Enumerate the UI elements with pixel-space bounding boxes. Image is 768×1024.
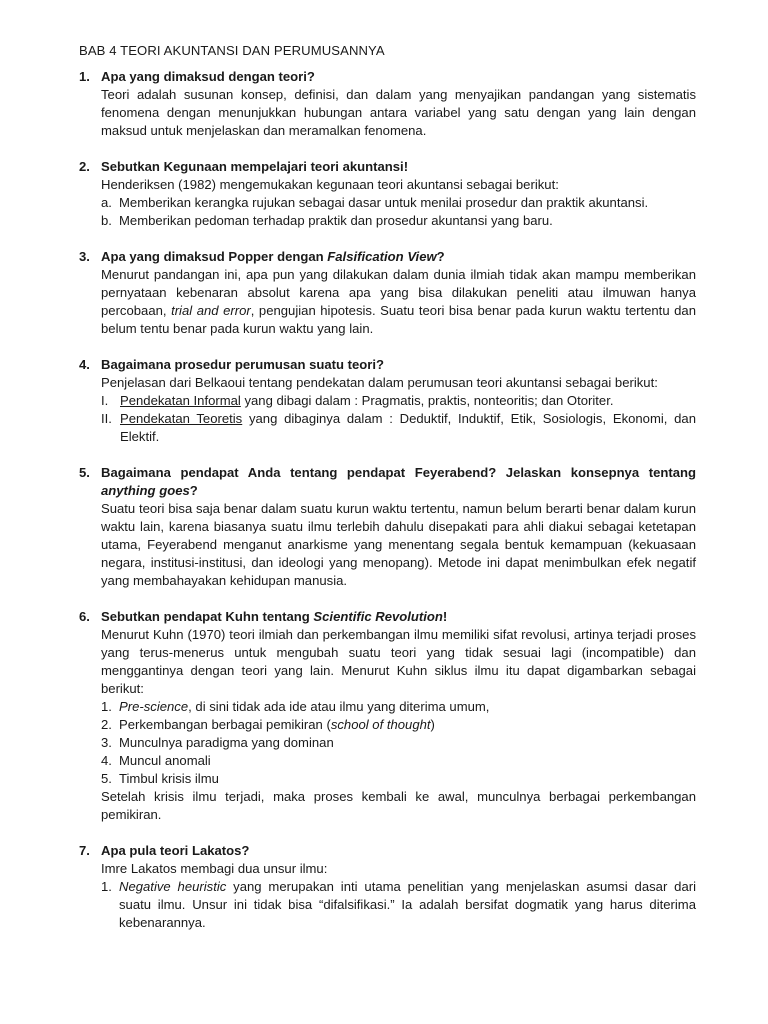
list-item-text: yang merupakan inti utama penelitian yang menjelaskan asumsi dasar dari suatu ilmu. Unsur ini tidak bisa “difalsifikasi.” Ia adalah bersifat dogmatik yang harus diterima kebenarannya. [119,879,697,930]
list-marker: II. [101,411,112,426]
question-number: 3. [79,249,90,264]
question-text-part: Sebutkan pendapat Kuhn tentang [101,609,314,624]
list-item-text: Memberikan pedoman terhadap praktik dan prosedur akuntansi yang baru. [119,213,553,228]
question-text-part: ? [436,249,445,264]
list-item [101,212,696,230]
list-marker: 4. [101,753,112,768]
question-text: Sebutkan Kegunaan mempelajari teori akuntansi! [101,159,409,174]
answer-intro: Henderiksen (1982) mengemukakan kegunaan teori akuntansi sebagai berikut: [101,177,559,192]
list-marker: a. [101,195,112,210]
question-6 [79,608,696,824]
list-item [101,410,696,446]
list-item-term: Pendekatan Informal [120,393,241,408]
list-item-text: Memberikan kerangka rujukan sebagai dasar untuk menilai prosedur dan praktik akuntansi. [119,195,649,210]
question-emphasis: anything goes [101,483,190,498]
question-text [101,248,696,266]
question-text: Apa pula teori Lakatos? [101,843,250,858]
list-item [101,716,696,734]
answer-text: Teori adalah susunan konsep, definisi, dan dalam yang menyajikan pandangan yang sistematis fenomena dengan menunjukkan hubungan antara variabel yang satu dengan yang lain dengan maksud untuk menjelaskan dan meramalkan fenomena. [101,87,696,138]
question-text: Apa yang dimaksud dengan teori? [101,69,315,84]
document-title: BAB 4 TEORI AKUNTANSI DAN PERUMUSANNYA [79,43,385,58]
list-marker: 1. [101,879,112,894]
answer-text [101,266,696,338]
list-item-term: Pendekatan Teoretis [120,411,243,426]
list-item-text: , di sini tidak ada ide atau ilmu yang diterima umum, [188,699,490,714]
list-item-text: Perkembangan berbagai pemikiran ( [119,717,331,732]
question-number: 5. [79,465,90,480]
answer-text-part: Menurut pandangan ini, apa pun yang dilakukan dalam dunia ilmiah tidak akan mampu memberikan pernyataan kebenaran absolut karena apa yang bisa dilakukan peneliti atau ilmuwan hanya percobaan, [101,267,696,318]
answer-intro: Imre Lakatos membagi dua unsur ilmu: [101,861,328,876]
numbered-list [101,698,696,788]
question-text [101,608,696,626]
list-marker: 1. [101,699,112,714]
question-text-part: Bagaimana pendapat Anda tentang pendapat Feyerabend? Jelaskan konsepnya tentang [101,465,696,480]
alpha-list [101,194,696,230]
list-marker: 5. [101,771,112,786]
question-emphasis: Scientific Revolution [313,609,443,624]
list-item-text: Timbul krisis ilmu [119,771,219,786]
question-number: 2. [79,159,90,174]
list-item-text: yang dibagi dalam : Pragmatis, praktis, nonteoritis; dan Otoriter. [240,393,614,408]
answer-closing: Setelah krisis ilmu terjadi, maka proses kembali ke awal, munculnya berbagai perkembangan pemikiran. [101,789,696,822]
question-3 [79,248,696,338]
list-item [101,734,696,752]
answer-text: Suatu teori bisa saja benar dalam suatu kurun waktu tertentu, namun belum berarti benar dalam kurun waktu lain, karena biasanya suatu ilmu terlebih dahulu disepakati para ahli diakui sebagai ketetapan utama, Feyerabend menganut anarkisme yang menentang segala bentuk kemampuan (kekuasaan negara, institusi-institusi, dan ideologi yang menopang). Metode ini dapat menimbulkan efek negatif yang membahayakan kehidupan manusia. [101,501,696,588]
list-item [101,878,696,932]
list-marker: I. [101,393,109,408]
question-1 [79,68,696,140]
list-item-emphasis: Pre-science [119,699,189,714]
list-marker: b. [101,213,112,228]
question-number: 1. [79,69,90,84]
question-text-part: ! [442,609,448,624]
answer-text-part: , pengujian hipotesis. Suatu teori bisa benar pada kurun waktu tertentu dan belum tentu benar pada kurun waktu yang lain. [101,303,696,336]
list-marker: 3. [101,735,112,750]
list-item [101,698,696,716]
question-text: Bagaimana prosedur perumusan suatu teori? [101,357,385,372]
numbered-list [101,878,696,932]
question-4 [79,356,696,446]
list-item [101,770,696,788]
list-item [101,194,696,212]
question-text [101,464,696,500]
answer-emphasis: trial and error [171,303,251,318]
list-item-text: Munculnya paradigma yang dominan [119,735,334,750]
list-item-text: ) [430,717,435,732]
list-marker: 2. [101,717,112,732]
question-2 [79,158,696,230]
question-text-part: Apa yang dimaksud Popper dengan [101,249,328,264]
question-number: 4. [79,357,90,372]
question-number: 7. [79,843,90,858]
list-item-text: Muncul anomali [119,753,211,768]
answer-intro: Penjelasan dari Belkaoui tentang pendekatan dalam perumusan teori akuntansi sebagai berikut: [101,375,658,390]
list-item-emphasis: school of thought [330,717,431,732]
question-emphasis: Falsification View [327,249,437,264]
list-item-text: yang dibaginya dalam : Deduktif, Induktif, Etik, Sosiologis, Ekonomi, dan Elektif. [120,411,696,444]
list-item [101,392,696,410]
question-7 [79,842,696,932]
question-number: 6. [79,609,90,624]
question-5 [79,464,696,590]
answer-text: Menurut Kuhn (1970) teori ilmiah dan perkembangan ilmu memiliki sifat revolusi, artinya terjadi proses yang terus-menerus untuk mengubah suatu teori yang tidak sesuai lagi (incompatible) dan menggantinya dengan teori yang lain. Menurut Kuhn siklus ilmu itu dapat digambarkan sebagai berikut: [101,627,696,696]
list-item-emphasis: Negative heuristic [119,879,227,894]
list-item [101,752,696,770]
roman-list [101,392,696,446]
question-text-part: ? [189,483,198,498]
